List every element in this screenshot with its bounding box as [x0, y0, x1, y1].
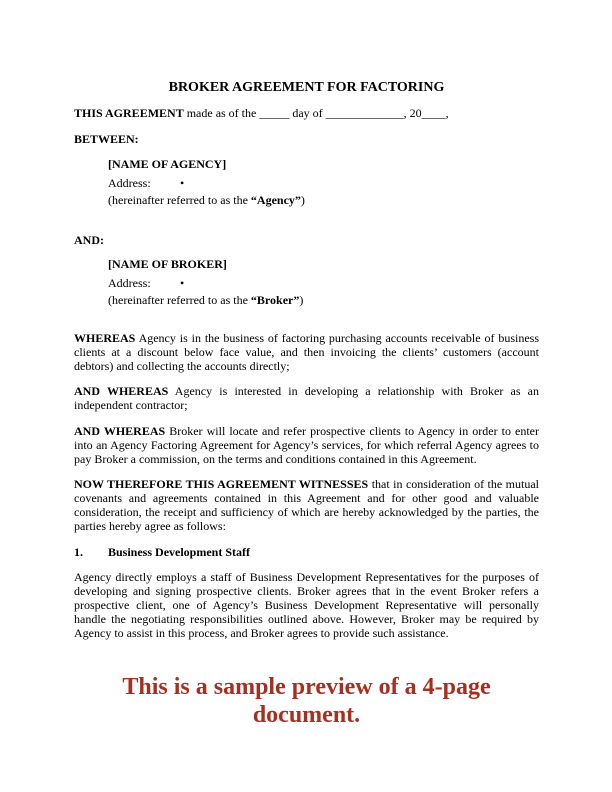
broker-hereinafter-prefix: (hereinafter referred to as the	[108, 293, 251, 307]
agency-alias: “Agency”	[250, 193, 301, 207]
between-label: BETWEEN:	[74, 132, 139, 146]
and-label: AND:	[74, 233, 104, 247]
agency-address-row	[108, 176, 539, 190]
agency-address-label: Address:	[108, 176, 151, 190]
recital-whereas-1-text: Agency is in the business of factoring purchasing accounts receivable of business clients at a discount below face value, and then invoicing the clients’ customers (account debtors) and collecting the accounts directly;	[74, 331, 539, 373]
recital-whereas-1-lead: WHEREAS	[74, 331, 136, 345]
intro-lead: THIS AGREEMENT	[74, 106, 184, 120]
agency-hereinafter-prefix: (hereinafter referred to as the	[108, 193, 251, 207]
recital-whereas-2	[74, 385, 539, 413]
recital-whereas-3-text: Broker will locate and refer prospective clients to Agency in order to enter into an Agency Factoring Agreement for Agency’s services, for which referral Agency agrees to pay Broker a commission, on the terms and conditions contained in this Agreement.	[74, 423, 539, 466]
intro-text: made as of the _____ day of _____________, 20____,	[183, 106, 449, 120]
recital-whereas-2-lead: AND WHEREAS	[74, 384, 169, 399]
recital-whereas-3	[74, 425, 539, 466]
broker-name: [NAME OF BROKER]	[108, 257, 227, 271]
recital-now-therefore	[74, 478, 539, 533]
agency-address-bullet: •	[180, 176, 185, 190]
recital-now-therefore-lead: NOW THEREFORE THIS AGREEMENT WITNESSES	[74, 477, 369, 492]
broker-hereinafter-line	[108, 293, 539, 307]
recital-whereas-1	[74, 332, 539, 373]
section-1-heading	[74, 546, 539, 560]
section-1-title: Business Development Staff	[108, 544, 251, 559]
broker-alias: “Broker”	[250, 293, 300, 307]
intro-paragraph	[74, 106, 539, 120]
broker-address-bullet: •	[180, 276, 185, 290]
recital-whereas-3-lead: AND WHEREAS	[74, 423, 166, 438]
recital-whereas-2-text: Agency is interested in developing a relationship with Broker as an independent contractor;	[74, 384, 539, 413]
section-1-number: 1.	[74, 544, 83, 559]
agency-name: [NAME OF AGENCY]	[108, 157, 227, 171]
sample-preview-notice: This is a sample preview of a 4-page document.	[122, 674, 491, 729]
broker-hereinafter-suffix: )	[299, 293, 304, 307]
agency-hereinafter-line	[108, 193, 539, 207]
section-1-body: Agency directly employs a staff of Business Development Representatives for the purposes of developing and signing prospective clients. Broker agrees that in the event Broker refers a prospective client, one of Agency’s Business Development Representative will personally handle the negotiating responsibilities outlined above. However, Broker may be required by Agency to assist in this process, and Broker agrees to provide such assistance.	[74, 570, 539, 640]
agency-hereinafter-suffix: )	[300, 193, 305, 207]
broker-party-block	[108, 257, 539, 307]
recital-now-therefore-text: that in consideration of the mutual covenants and agreements contained in this Agreement and for other good and valuable consideration, the receipt and sufficiency of which are hereby acknowledged by the parties, the parties hereby agree as follows:	[74, 477, 539, 533]
broker-address-label: Address:	[108, 276, 151, 290]
document-title: BROKER AGREEMENT FOR FACTORING	[168, 80, 445, 95]
broker-address-row	[108, 276, 539, 290]
agency-party-block	[108, 157, 539, 207]
